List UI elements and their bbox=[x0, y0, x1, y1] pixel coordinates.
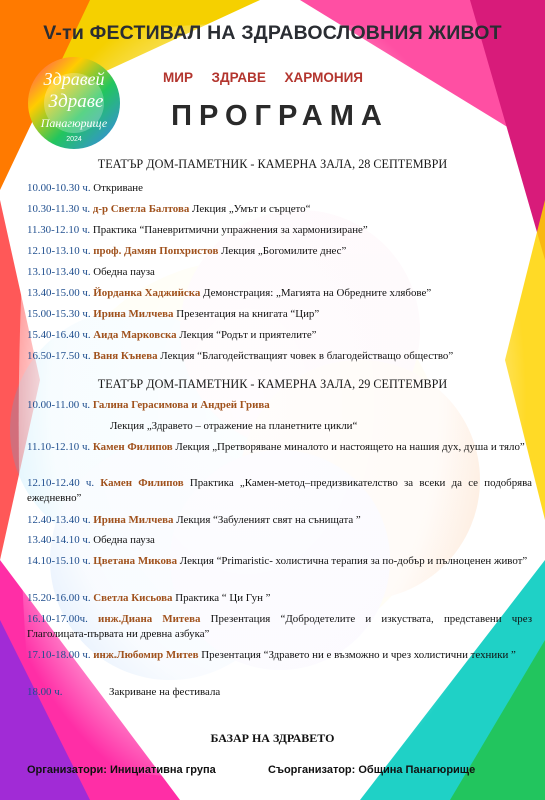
schedule-row bbox=[27, 307, 532, 322]
activity: Демонстрация: „Магията на Обредните хлябове” bbox=[200, 287, 432, 299]
activity: Практика “ Ци Гун ” bbox=[172, 592, 271, 604]
activity: Обедна пауза bbox=[90, 266, 155, 278]
activity: Закриване на фестивала bbox=[109, 686, 221, 698]
logo-line3: Панагюрище bbox=[40, 116, 108, 130]
time: 10.00-10.30 ч. bbox=[27, 182, 91, 194]
speaker: Йорданка Хаджийска bbox=[90, 287, 201, 299]
schedule-row bbox=[27, 554, 532, 569]
activity: Практика “Паневритмични упражнения за хармонизиране” bbox=[90, 224, 368, 236]
time: 13.40-14.10 ч. bbox=[27, 534, 91, 546]
slogan-peace: МИР bbox=[163, 70, 193, 85]
slogan bbox=[163, 70, 363, 85]
schedule-row bbox=[27, 476, 532, 505]
activity: Лекция „Богомилите днес” bbox=[218, 245, 347, 257]
activity: Практика „Камен-метод–предизвикателство за всеки да се подобрява ежедневно” bbox=[27, 477, 533, 504]
schedule-row bbox=[27, 286, 532, 301]
schedule-row bbox=[27, 513, 532, 528]
organizers: Организатори: Инициативна група bbox=[27, 764, 216, 776]
time: 12.10-12.40 ч. bbox=[27, 477, 95, 489]
time: 15.00-15.30 ч. bbox=[27, 308, 91, 320]
speaker: Ваня Кънева bbox=[90, 350, 158, 362]
schedule-row bbox=[110, 419, 530, 434]
coorganizer: Съорганизатор: Община Панагюрище bbox=[268, 764, 476, 776]
speaker: инж.Любомир Митев bbox=[90, 649, 199, 661]
activity: Лекция „Здравето – отражение на планетните цикли“ bbox=[110, 420, 358, 432]
activity: Откриване bbox=[90, 182, 143, 194]
festival-title: V-ти ФЕСТИВАЛ НА ЗДРАВОСЛОВНИЯ ЖИВОТ bbox=[43, 22, 502, 44]
activity: Презентация “Добродетелите и изкуствата, представени чрез Глаголицата-първата ни древна азбука” bbox=[27, 613, 532, 640]
time: 14.10-15.10 ч. bbox=[27, 555, 91, 567]
schedule-row bbox=[27, 398, 532, 413]
speaker: Ирина Милчева bbox=[90, 308, 174, 320]
logo-year: 2024 bbox=[66, 136, 82, 143]
speaker: д-р Светла Балтова bbox=[90, 203, 190, 215]
schedule-row bbox=[27, 244, 532, 259]
activity: Презентация на книгата “Цир” bbox=[173, 308, 320, 320]
time: 17.10-18.00 ч. bbox=[27, 649, 91, 661]
health-bazaar: БАЗАР НА ЗДРАВЕТО bbox=[210, 731, 335, 745]
activity: Лекция “Primaristic- холистична терапия за по-добър и пълноценен живот” bbox=[177, 555, 528, 567]
time: 10.30-11.30 ч. bbox=[27, 203, 91, 215]
activity: Лекция “Родът и приятелите” bbox=[176, 329, 317, 341]
schedule-row bbox=[27, 648, 532, 663]
time: 12.10-13.10 ч. bbox=[27, 245, 91, 257]
speaker: инж.Диана Митева bbox=[87, 613, 201, 625]
schedule-row bbox=[27, 533, 532, 548]
time: 18.00 ч. bbox=[27, 686, 63, 698]
activity: Презентация “Здравето ни е възможно и чрез холистични техники ” bbox=[198, 649, 516, 661]
activity: Обедна пауза bbox=[90, 534, 155, 546]
time: 16.50-17.50 ч. bbox=[27, 350, 91, 362]
time: 10.00-11.00 ч. bbox=[27, 399, 91, 411]
schedule-row bbox=[27, 612, 532, 641]
speaker: Ирина Милчева bbox=[90, 514, 174, 526]
schedule-row bbox=[27, 349, 532, 364]
schedule-row bbox=[27, 265, 532, 280]
time: 16.10-17.00ч. bbox=[27, 613, 88, 625]
slogan-harmony: ХАРМОНИЯ bbox=[284, 70, 363, 85]
schedule-row bbox=[27, 685, 532, 700]
festival-logo bbox=[22, 55, 126, 151]
time: 11.30-12.10 ч. bbox=[27, 224, 91, 236]
speaker: Камен Филипов bbox=[94, 477, 184, 489]
speaker: Аида Марковска bbox=[90, 329, 177, 341]
schedule-row bbox=[27, 328, 532, 343]
day1-venue: ТЕАТЪР ДОМ-ПАМЕТНИК - КАМЕРНА ЗАЛА, 28 СЕПТЕМВРИ bbox=[97, 157, 448, 171]
schedule-row bbox=[27, 181, 532, 196]
time: 13.40-15.00 ч. bbox=[27, 287, 91, 299]
time: 13.10-13.40 ч. bbox=[27, 266, 91, 278]
activity: Лекция „Претворяване миналото и настоящето на нашия дух, душа и тяло” bbox=[172, 441, 525, 453]
speaker: Светла Кисьова bbox=[90, 592, 173, 604]
slogan-health: ЗДРАВЕ bbox=[211, 70, 266, 85]
time: 11.10-12.10 ч. bbox=[27, 441, 91, 453]
time: 15.40-16.40 ч. bbox=[27, 329, 91, 341]
activity: Лекция „Умът и сърцето“ bbox=[189, 203, 311, 215]
day2-venue: ТЕАТЪР ДОМ-ПАМЕТНИК - КАМЕРНА ЗАЛА, 29 СЕПТЕМВРИ bbox=[97, 377, 448, 391]
logo-line1: Здравей bbox=[43, 69, 105, 89]
speaker: Галина Герасимова и Андрей Грива bbox=[90, 399, 270, 411]
schedule-row bbox=[27, 223, 532, 238]
speaker: проф. Дамян Попхристов bbox=[90, 245, 219, 257]
speaker: Камен Филипов bbox=[90, 441, 173, 453]
activity: Лекция “Забуленият свят на сънищата ” bbox=[173, 514, 361, 526]
time: 12.40-13.40 ч. bbox=[27, 514, 91, 526]
time: 15.20-16.00 ч. bbox=[27, 592, 91, 604]
schedule-row bbox=[27, 591, 532, 606]
logo-line2: Здраве bbox=[48, 91, 104, 112]
schedule-row bbox=[27, 202, 532, 217]
speaker: Цветана Микова bbox=[90, 555, 178, 567]
program-title: ПРОГРАМА bbox=[171, 100, 389, 132]
schedule-row bbox=[27, 440, 532, 455]
activity: Лекция “Благодействащият човек в благодействащо общество” bbox=[157, 350, 454, 362]
